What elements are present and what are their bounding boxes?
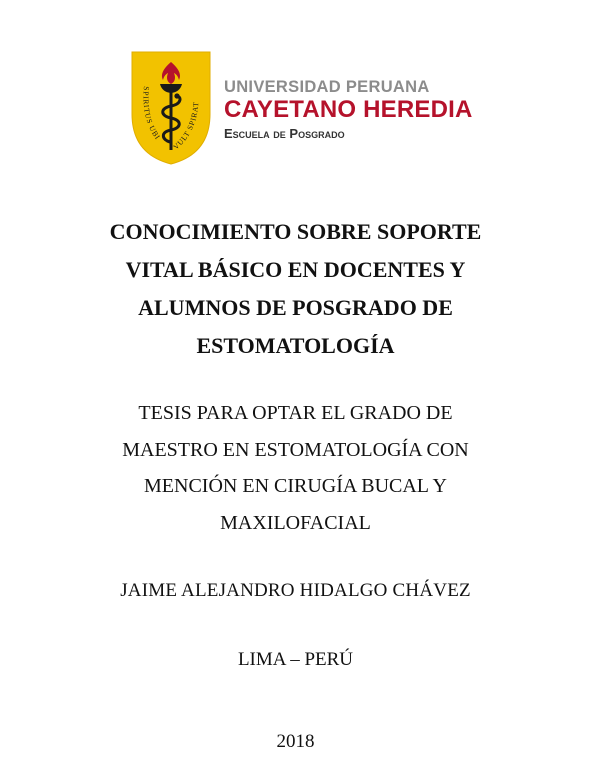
title-line: CONOCIMIENTO SOBRE SOPORTE (109, 219, 482, 244)
university-wordmark (224, 78, 473, 142)
degree-line: MAXILOFACIAL (220, 511, 371, 534)
place: LIMA – PERÚ (237, 649, 354, 670)
degree-line: MENCIÓN EN CIRUGÍA BUCAL Y (144, 475, 447, 497)
motto-right: VULT SPIRAT (171, 101, 201, 152)
university-shield-logo (130, 50, 212, 166)
title-line: ESTOMATOLOGÍA (196, 333, 395, 358)
title-line: VITAL BÁSICO EN DOCENTES Y (125, 257, 466, 282)
author-name: JAIME ALEJANDRO HIDALGO CHÁVEZ (120, 580, 471, 601)
degree-line: MAESTRO EN ESTOMATOLOGÍA CON (122, 438, 469, 461)
degree-statement (0, 395, 591, 541)
degree-line: TESIS PARA OPTAR EL GRADO DE (138, 402, 453, 424)
university-name-line2: CAYETANO HEREDIA (224, 96, 473, 123)
university-name-line1: UNIVERSIDAD PERUANA (224, 78, 430, 96)
school-name: Escuela de Posgrado (224, 126, 345, 141)
thesis-title (0, 213, 591, 365)
motto-left: SPIRITUS UBI (141, 85, 163, 142)
university-header (130, 50, 550, 166)
year: 2018 (276, 731, 315, 752)
title-line: ALUMNOS DE POSGRADO DE (138, 295, 453, 320)
